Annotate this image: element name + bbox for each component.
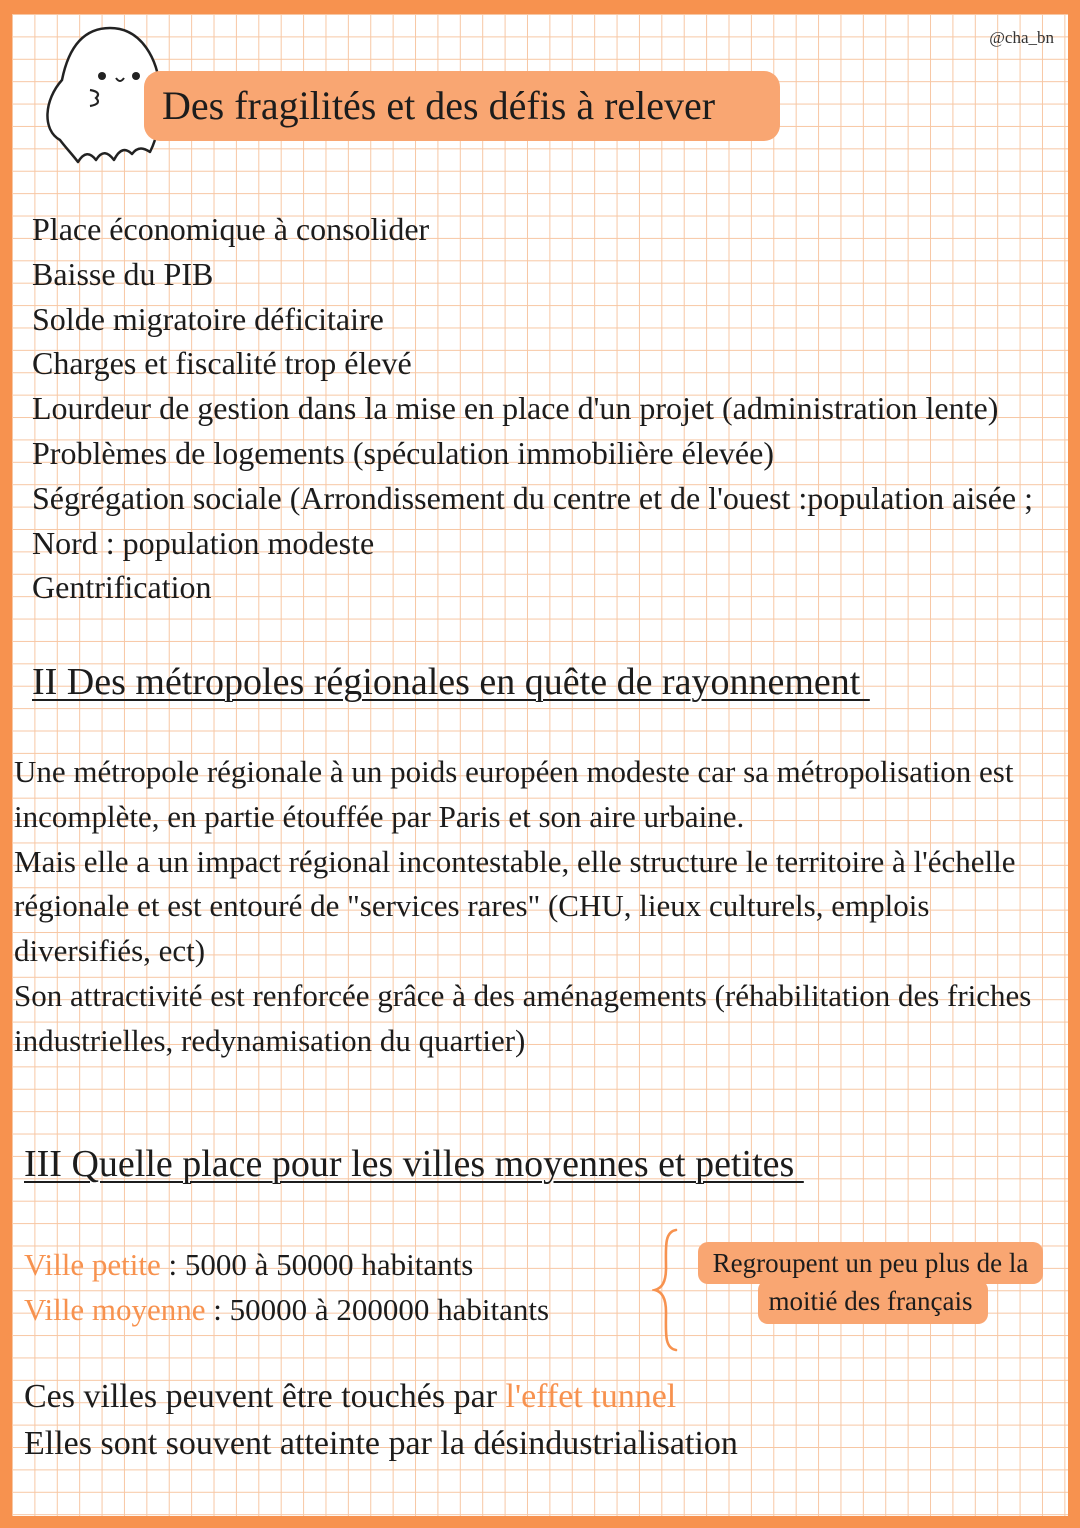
list-item: Gentrification (32, 569, 212, 606)
definition-term: Ville petite (24, 1247, 161, 1282)
note-line: moitié des français (768, 1286, 973, 1316)
paragraph: Une métropole régionale à un poids européen modeste car sa métropolisation est incomplète, en partie étouffée par Paris et son aire urbaine. (14, 754, 1014, 834)
list-item: Charges et fiscalité trop élevé (32, 345, 412, 382)
definition-value: 5000 à 50000 habitants (184, 1247, 474, 1282)
section-2-text (14, 750, 1064, 1064)
conclusion-text: Ces villes peuvent être touchés par (24, 1378, 506, 1415)
list-item: Problèmes de logements (spéculation immobilière élevée) (32, 434, 774, 471)
highlight-term: l'effet tunnel (505, 1378, 677, 1415)
definition-row (24, 1288, 549, 1333)
paragraph: Son attractivité est renforcée grâce à des aménagements (réhabilitation des friches industrielles, redynamisation du quartier) (14, 977, 1032, 1058)
note-line: Regroupent un peu plus de la (712, 1248, 1029, 1278)
list-item: Ségrégation sociale (Arrondissement du centre et de l'ouest :population aisée ; Nord : population modeste (32, 479, 1034, 561)
definition-separator: : (160, 1247, 185, 1282)
fragilites-list (32, 207, 1072, 610)
definition-separator: : (205, 1291, 230, 1327)
list-item: Lourdeur de gestion dans la mise en place d'un projet (administration lente) (32, 390, 999, 427)
note-text (698, 1244, 1043, 1320)
author-watermark: @cha_bn (989, 28, 1054, 47)
paragraph: Mais elle a un impact régional incontestable, elle structure le territoire à l'échelle régionale et est entouré de "services rares" (CHU, lieux culturels, emplois diversifiés, ect) (14, 843, 1016, 969)
conclusion-line (24, 1373, 738, 1420)
section-heading-2: II Des métropoles régionales en quête de rayonnement (32, 661, 870, 703)
list-item: Baisse du PIB (32, 255, 214, 292)
definition-term: Ville moyenne (24, 1291, 206, 1327)
conclusion (24, 1373, 738, 1467)
list-item: Place économique à consolider (32, 211, 430, 247)
conclusion-line: Elles sont souvent atteinte par la désindustrialisation (24, 1425, 738, 1462)
definitions (24, 1243, 549, 1333)
section-heading-3: III Quelle place pour les villes moyennes et petites (24, 1143, 804, 1185)
definition-row (24, 1243, 549, 1288)
definition-value: 50000 à 200000 habitants (229, 1291, 550, 1327)
list-item: Solde migratoire déficitaire (32, 300, 384, 337)
curly-brace-icon (652, 1228, 682, 1352)
page-title: Des fragilités et des défis à relever (162, 83, 716, 128)
